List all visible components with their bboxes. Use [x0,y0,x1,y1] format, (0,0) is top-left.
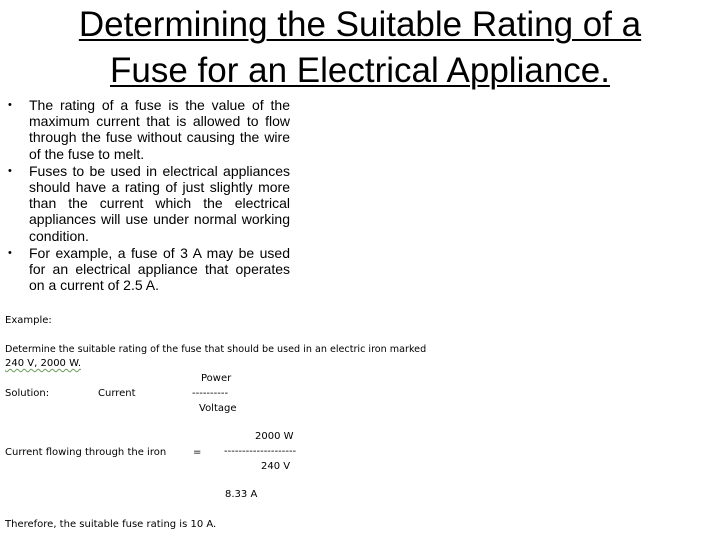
bullet-text: For example, a fuse of 3 A may be used for an electrical appliance that operates on a current of 2.5 A. [29,244,290,294]
bullet-item [8,97,290,162]
bullet-marker: • [8,99,12,111]
denominator: 240 V [261,461,291,472]
bullet-list [8,97,290,293]
example-heading: Example: [5,315,52,326]
bullet-item [8,163,290,244]
equals-sign-2: = [193,447,202,458]
bullet-marker: • [8,164,12,177]
slide-title: Determining the Suitable Rating of a Fuse for an Electrical Appliance. [78,5,642,90]
bullet-text: Fuses to be used in electrical appliances should have a rating of just slightly more than the current which the electrical appliances will use under normal working condition. [29,162,290,244]
fraction-bar-2: -------------------- [224,446,297,457]
current-label: Current [98,388,136,399]
current-flow-label: Current flowing through the iron [5,447,167,458]
power-word: Power [201,373,232,384]
example-image [0,312,440,537]
numerator: 2000 W [255,431,294,442]
voltage-word: Voltage [199,403,237,414]
bullet-marker: • [8,246,12,259]
bullet-item [8,245,290,294]
solution-label: Solution: [5,388,50,399]
result-value: 8.33 A [225,489,258,500]
fraction-bar-1: ---------- [192,388,229,399]
question-line-1: Determine the suitable rating of the fuse that should be used in an electric iron marked [5,344,427,355]
conclusion-text: Therefore, the suitable fuse rating is 10 A. [5,519,217,530]
bullet-text: The rating of a fuse is the value of the maximum current that is allowed to flow through the fuse without causing the wire of the fuse to melt. [29,97,290,162]
question-line-2: 240 V, 2000 W. [5,358,82,369]
